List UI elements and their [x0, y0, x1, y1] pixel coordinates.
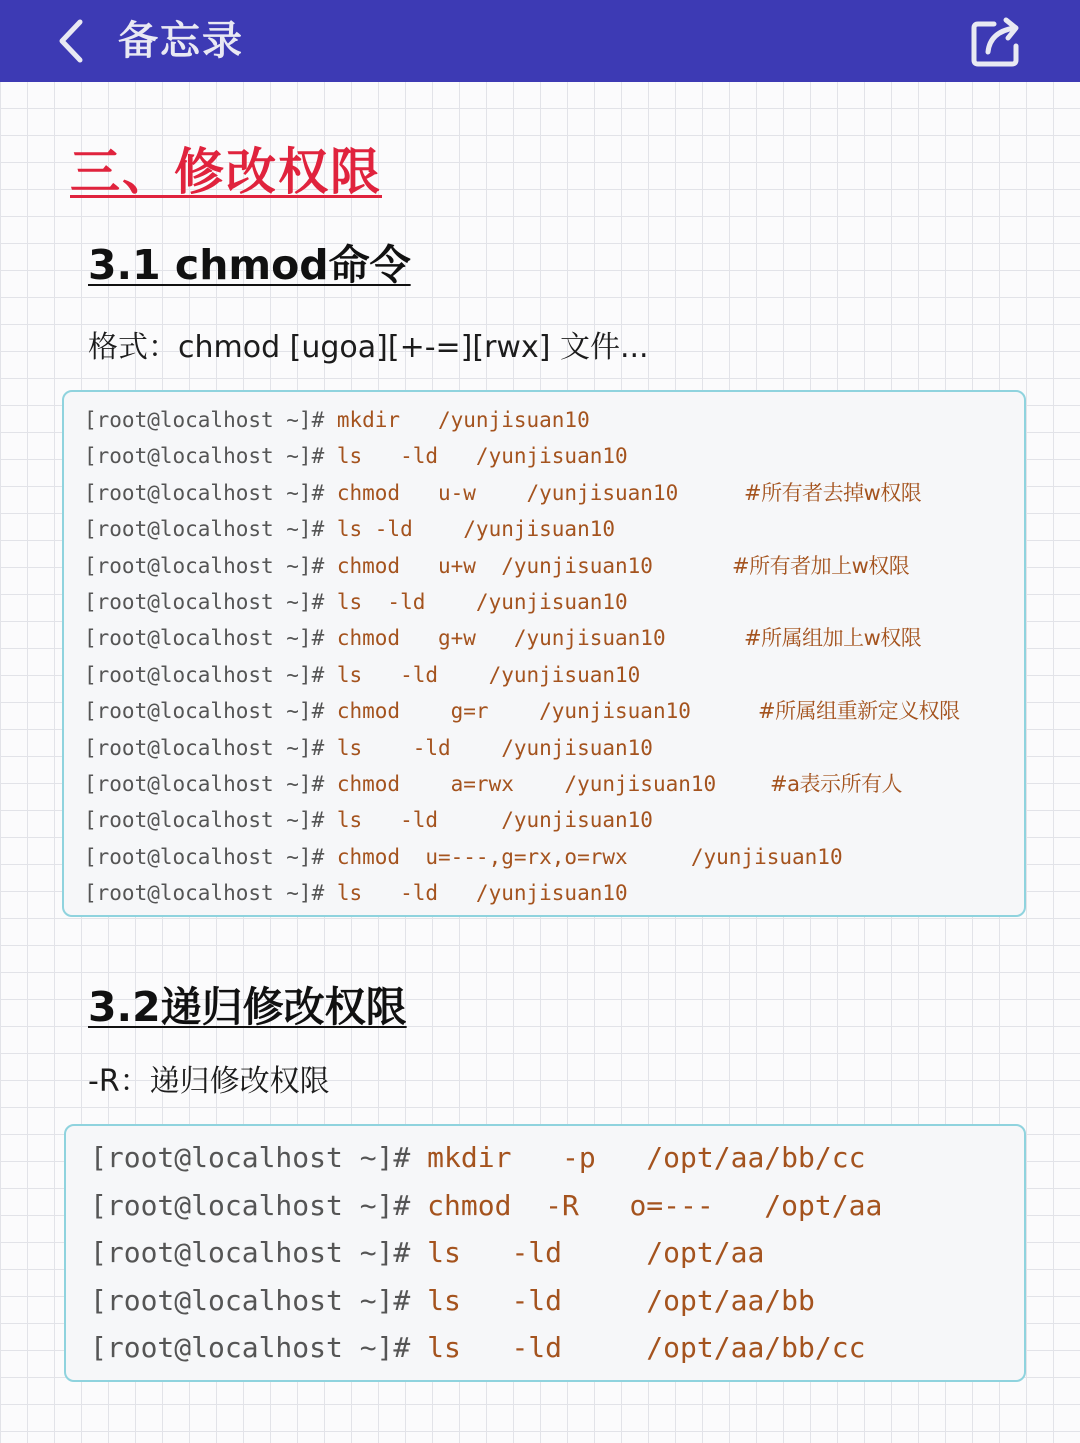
code-comment: #所有者加上w权限 [732, 553, 910, 578]
shell-prompt: [root@localhost ~]# [90, 1236, 411, 1269]
code-line [84, 660, 640, 690]
code-line [84, 769, 716, 799]
shell-command: chmod u=---,g=rx,o=rwx /yunjisuan10 [324, 844, 843, 869]
code-comment: #a表示所有人 [770, 772, 902, 796]
shell-command: ls -ld /opt/aa/bb/cc [410, 1331, 866, 1364]
code-line [90, 1281, 815, 1321]
shell-prompt: [root@localhost ~]# [84, 808, 325, 833]
shell-prompt: [root@localhost ~]# [90, 1283, 411, 1317]
code-line [84, 514, 615, 544]
code-line [84, 696, 691, 726]
shell-prompt: [root@localhost ~]# [84, 844, 325, 869]
shell-command: chmod a=rwx /yunjisuan10 [324, 772, 717, 796]
shell-prompt: [root@localhost ~]# [90, 1141, 411, 1174]
shell-prompt: [root@localhost ~]# [84, 553, 325, 578]
code-block-chmod [62, 390, 1026, 917]
code-line [90, 1328, 865, 1368]
code-line [90, 1138, 865, 1178]
shell-command: mkdir /yunjisuan10 [324, 408, 590, 432]
shell-command: mkdir -p /opt/aa/bb/cc [410, 1141, 866, 1174]
app-header [0, 0, 1080, 82]
shell-prompt: [root@localhost ~]# [84, 772, 325, 796]
header-title: 备忘录 [118, 18, 244, 64]
shell-prompt: [root@localhost ~]# [84, 662, 325, 687]
code-line [84, 733, 653, 763]
code-comment: #所属组重新定义权限 [758, 699, 960, 724]
shell-prompt: [root@localhost ~]# [84, 735, 325, 760]
code-line [84, 623, 666, 653]
recursive-desc-text: -R：递归修改权限 [88, 1064, 330, 1099]
code-line [84, 405, 590, 435]
shell-command: ls -ld /yunjisuan10 [324, 735, 653, 760]
shell-prompt: [root@localhost ~]# [84, 444, 325, 469]
shell-prompt: [root@localhost ~]# [84, 480, 325, 505]
shell-command: ls -ld /yunjisuan10 [324, 517, 616, 542]
shell-prompt: [root@localhost ~]# [84, 517, 325, 542]
code-line [84, 551, 653, 581]
shell-prompt: [root@localhost ~]# [84, 699, 325, 724]
shell-command: chmod g+w /yunjisuan10 [324, 626, 666, 651]
shell-command: ls -ld /opt/aa [410, 1236, 765, 1269]
shell-prompt: [root@localhost ~]# [84, 590, 325, 614]
shell-command: ls -ld /yunjisuan10 [324, 881, 628, 906]
shell-prompt: [root@localhost ~]# [84, 626, 325, 651]
shell-prompt: [root@localhost ~]# [84, 408, 325, 432]
shell-prompt: [root@localhost ~]# [90, 1331, 411, 1364]
code-line [84, 878, 628, 908]
code-line [84, 441, 628, 471]
shell-command: chmod u-w /yunjisuan10 [324, 480, 679, 505]
section-title: 三、修改权限 [70, 143, 382, 201]
shell-prompt: [root@localhost ~]# [90, 1188, 411, 1222]
chevron-left-icon[interactable] [52, 16, 92, 66]
shell-command: ls -ld /yunjisuan10 [324, 662, 641, 687]
code-block-recursive [64, 1124, 1026, 1382]
code-line [90, 1186, 882, 1226]
shell-prompt: [root@localhost ~]# [84, 881, 325, 906]
code-comment: #所有者去掉w权限 [744, 480, 922, 505]
code-line [84, 587, 628, 617]
format-text: 格式：chmod [ugoa][+-=][rwx] 文件... [88, 330, 649, 365]
share-edit-icon[interactable] [968, 14, 1028, 70]
code-line [90, 1233, 764, 1273]
code-comment: #所属组加上w权限 [744, 626, 922, 651]
shell-command: ls -ld /yunjisuan10 [324, 444, 628, 469]
subsection-title-recursive: 3.2递归修改权限 [88, 983, 407, 1031]
code-line [84, 478, 678, 508]
code-line [84, 805, 653, 835]
subsection-title-chmod: 3.1 chmod命令 [88, 241, 411, 289]
shell-command: chmod -R o=--- /opt/aa [410, 1188, 883, 1222]
shell-command: chmod u+w /yunjisuan10 [324, 553, 653, 578]
shell-command: ls -ld /yunjisuan10 [324, 808, 653, 833]
shell-command: ls -ld /yunjisuan10 [324, 590, 628, 614]
shell-command: ls -ld /opt/aa/bb [410, 1283, 815, 1317]
code-line [84, 842, 843, 872]
shell-command: chmod g=r /yunjisuan10 [324, 699, 691, 724]
